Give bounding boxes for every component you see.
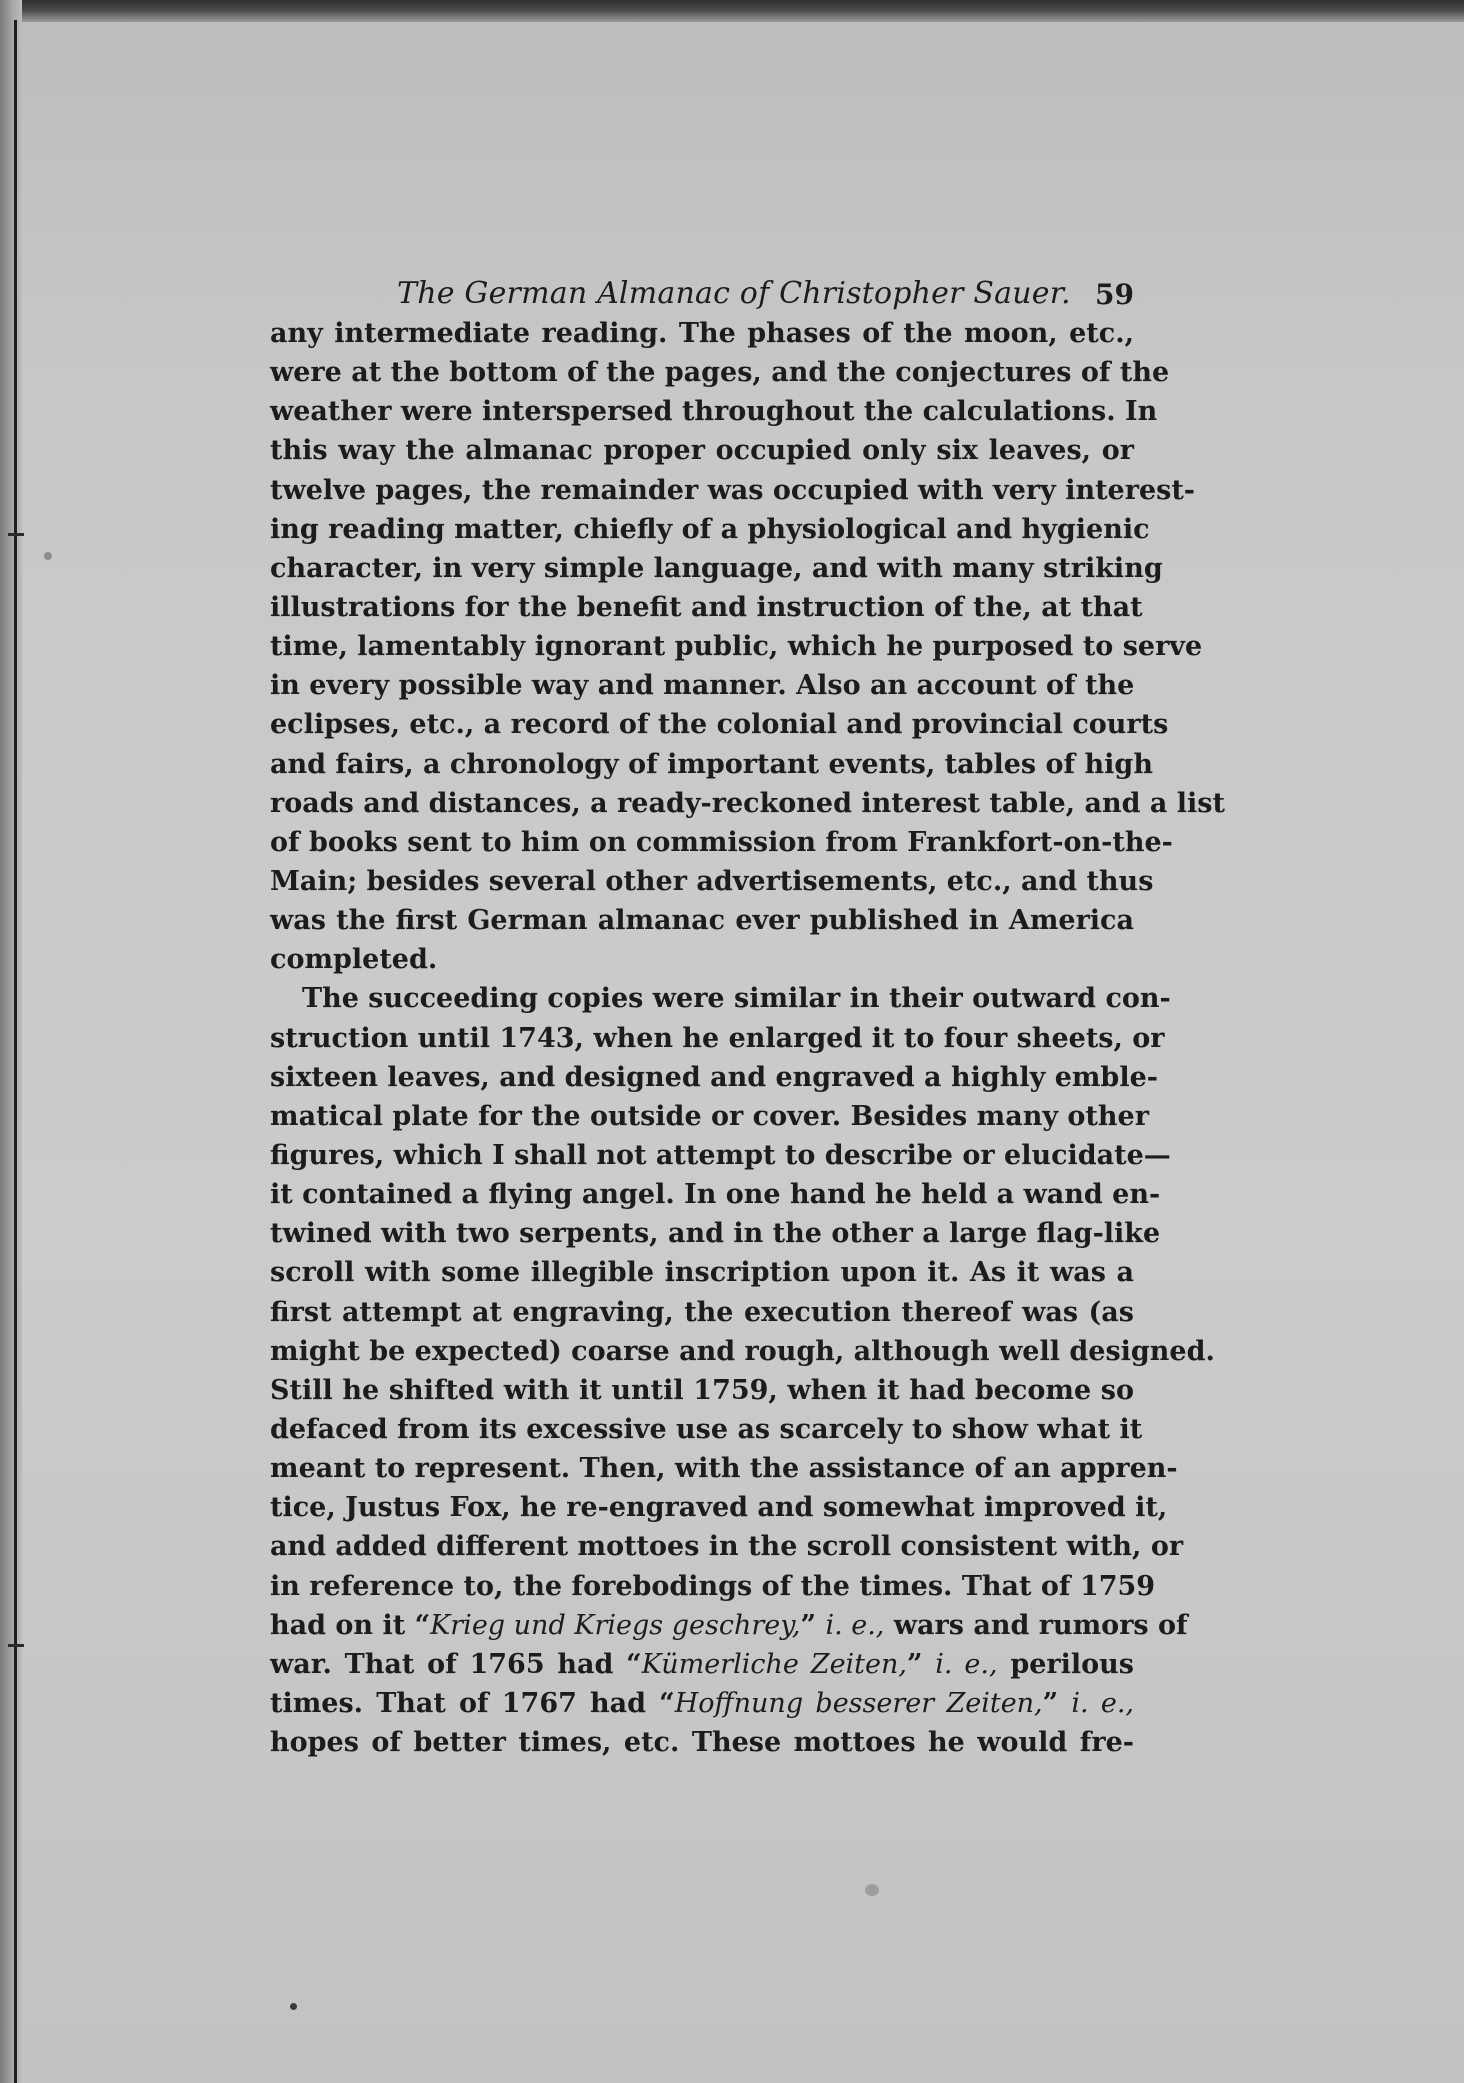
text-line: twelve pages, the remainder was occupied with very interest- xyxy=(270,474,1196,506)
text-line: struction until 1743, when he enlarged it to four sheets, or xyxy=(270,1022,1165,1054)
text-line: tice, Justus Fox, he re-engraved and somewhat improved it, xyxy=(270,1492,1168,1524)
binding-line xyxy=(14,20,17,2083)
text-line: scroll with some illegible inscription upon it. As it was a xyxy=(270,1257,1134,1289)
text-line: time, lamentably ignorant public, which he purposed to serve xyxy=(270,631,1203,663)
motto-lead-text: times. That of 1767 had “ xyxy=(270,1687,675,1719)
text-line: Main; besides several other advertisements, etc., and thus xyxy=(270,865,1154,897)
motto-lead-text: war. That of 1765 had “ xyxy=(270,1648,642,1680)
text-line: meant to represent. Then, with the assistance of an appren- xyxy=(270,1453,1178,1485)
motto-italic: Kümerliche Zeiten, xyxy=(641,1648,907,1680)
text-line: and added different mottoes in the scroll consistent with, or xyxy=(270,1531,1184,1563)
ink-speck xyxy=(290,2003,297,2010)
text-line: weather were interspersed throughout the calculations. In xyxy=(270,396,1158,428)
paragraph-2 xyxy=(270,979,1215,1762)
text-block xyxy=(270,270,1225,1762)
motto-ie: i. e., xyxy=(825,1609,885,1641)
text-line: any intermediate reading. The phases of the moon, etc., xyxy=(270,318,1134,349)
text-line: The succeeding copies were similar in their outward con- xyxy=(302,983,1171,1015)
text-line: this way the almanac proper occupied only six leaves, or xyxy=(270,435,1134,467)
text-line: first attempt at engraving, the execution thereof was (as xyxy=(270,1296,1134,1328)
paper-blemish xyxy=(44,552,52,560)
motto-quote-close: ” xyxy=(800,1609,826,1641)
text-line: defaced from its excessive use as scarcely to show what it xyxy=(270,1413,1143,1445)
text-line: twined with two serpents, and in the other a large flag-like xyxy=(270,1218,1161,1250)
text-line: figures, which I shall not attempt to describe or elucidate— xyxy=(270,1139,1171,1171)
text-line: ing reading matter, chiefly of a physiological and hygienic xyxy=(270,513,1150,545)
motto-line xyxy=(270,1645,1134,1684)
motto-italic: Krieg und Kriegs geschrey, xyxy=(430,1609,801,1641)
binding-mark xyxy=(8,1644,24,1647)
text-line: matical plate for the outside or cover. Besides many other xyxy=(270,1100,1149,1132)
motto-ie: i. e., xyxy=(1071,1687,1135,1719)
running-head-title: The German Almanac of Christopher Sauer. xyxy=(397,276,1071,311)
motto-line xyxy=(270,1606,1188,1645)
text-line: in every possible way and manner. Also an account of the xyxy=(270,670,1135,702)
text-line: roads and distances, a ready-reckoned interest table, and a list xyxy=(270,787,1225,819)
text-line: were at the bottom of the pages, and the conjectures of the xyxy=(270,357,1170,389)
paragraph-1 xyxy=(270,314,1225,979)
motto-ie: i. e., xyxy=(935,1648,998,1680)
text-line: sixteen leaves, and designed and engraved a highly emble- xyxy=(270,1061,1158,1093)
page-number: 59 xyxy=(1095,278,1134,311)
motto-line xyxy=(270,1684,1134,1723)
motto-quote-close: ” xyxy=(1042,1687,1072,1719)
motto-rest: perilous xyxy=(997,1648,1134,1680)
text-line: eclipses, etc., a record of the colonial and provincial courts xyxy=(270,709,1169,741)
running-head xyxy=(270,270,1134,314)
text-line: Still he shifted with it until 1759, when it had become so xyxy=(270,1374,1134,1406)
text-line: of books sent to him on commission from Frankfort-on-the- xyxy=(270,826,1173,858)
text-line: was the first German almanac ever published in America xyxy=(270,905,1134,937)
text-line: completed. xyxy=(270,944,438,976)
binding-mark xyxy=(8,533,24,536)
motto-lead-text: had on it “ xyxy=(270,1609,431,1641)
text-line: and fairs, a chronology of important events, tables of high xyxy=(270,748,1153,780)
motto-quote-close: ” xyxy=(906,1648,936,1680)
paper-blemish xyxy=(865,1884,879,1896)
text-line: might be expected) coarse and rough, although well designed. xyxy=(270,1335,1215,1367)
text-line: hopes of better times, etc. These mottoes he would fre- xyxy=(270,1727,1134,1759)
motto-rest: wars and rumors of xyxy=(884,1609,1188,1641)
page-binding-shadow xyxy=(0,0,22,2083)
text-line: it contained a flying angel. In one hand he held a wand en- xyxy=(270,1179,1161,1211)
motto-italic: Hoffnung besserer Zeiten, xyxy=(674,1687,1043,1719)
text-line: illustrations for the benefit and instruction of the, at that xyxy=(270,591,1143,623)
page-top-edge xyxy=(0,0,1464,22)
text-line: character, in very simple language, and with many striking xyxy=(270,552,1163,584)
text-line: in reference to, the forebodings of the times. That of 1759 xyxy=(270,1570,1156,1602)
